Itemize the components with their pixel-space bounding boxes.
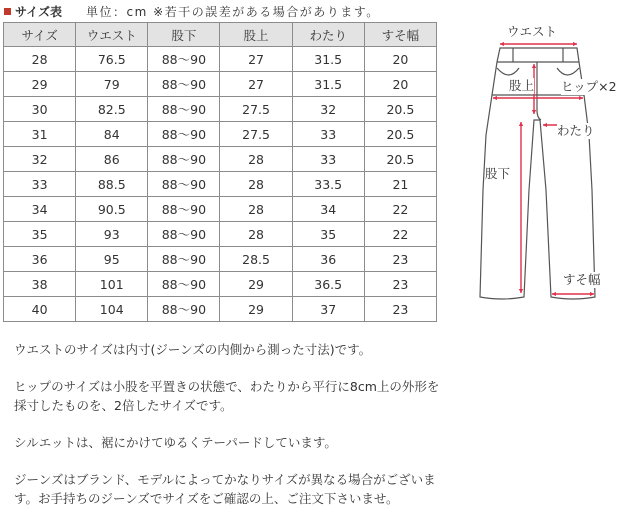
table-cell: 38 — [4, 272, 76, 297]
table-cell: 22 — [364, 222, 436, 247]
note-hip: ヒップのサイズは小股を平置きの状態で、わたりから平行に8cm上の外形を採寸したものを、2倍したサイズです。 — [14, 379, 440, 413]
table-cell: 20 — [364, 47, 436, 72]
column-header: すそ幅 — [364, 23, 436, 47]
table-cell: 28 — [4, 47, 76, 72]
diagram-label-rise: 股上 — [509, 78, 535, 93]
table-cell: 20 — [364, 72, 436, 97]
arrowhead-icon — [590, 292, 594, 296]
diagram-label-hem: すそ幅 — [563, 272, 601, 287]
table-cell: 40 — [4, 297, 76, 322]
jeans-outline-svg — [455, 10, 634, 310]
arrowhead-icon — [552, 292, 556, 296]
table-cell: 27.5 — [220, 97, 292, 122]
table-cell: 88～90 — [148, 97, 220, 122]
table-cell: 33 — [292, 147, 364, 172]
arrowhead-icon — [519, 122, 523, 126]
size-notes — [14, 340, 444, 526]
table-row — [4, 297, 437, 322]
note-waist: ウエストのサイズは内寸(ジーンズの内側から測った寸法)です。 — [14, 342, 372, 357]
table-cell: 33.5 — [292, 172, 364, 197]
table-cell: 28 — [220, 222, 292, 247]
fly-stitch — [537, 62, 541, 120]
pocket-left — [497, 68, 519, 75]
table-row — [4, 72, 437, 97]
table-cell: 35 — [292, 222, 364, 247]
table-cell: 28.5 — [220, 247, 292, 272]
table-cell: 27 — [220, 72, 292, 97]
table-cell: 82.5 — [76, 97, 148, 122]
table-row — [4, 272, 437, 297]
arrowhead-icon — [579, 96, 583, 100]
size-table — [3, 22, 437, 322]
table-cell: 21 — [364, 172, 436, 197]
table-cell: 20.5 — [364, 122, 436, 147]
diagram-label-waist: ウエスト — [507, 24, 558, 39]
table-cell: 79 — [76, 72, 148, 97]
table-cell: 20.5 — [364, 97, 436, 122]
table-cell: 95 — [76, 247, 148, 272]
table-cell: 23 — [364, 297, 436, 322]
table-cell: 28 — [220, 147, 292, 172]
table-cell: 88～90 — [148, 172, 220, 197]
column-header: ウエスト — [76, 23, 148, 47]
table-row — [4, 147, 437, 172]
note-brand-variance: ジーンズはブランド、モデルによってかなりサイズが異なる場合がございます。お手持ちのジーンズでサイズをご確認の上、ご注文下さいませ。 — [14, 472, 436, 506]
diagram-label-inseam: 股下 — [485, 166, 511, 181]
note-silhouette: シルエットは、裾にかけてゆるくテーパードしています。 — [14, 435, 337, 450]
table-cell: 101 — [76, 272, 148, 297]
table-cell: 36.5 — [292, 272, 364, 297]
table-cell: 35 — [4, 222, 76, 247]
table-row — [4, 122, 437, 147]
table-header-row — [4, 23, 437, 47]
table-cell: 88～90 — [148, 72, 220, 97]
table-cell: 29 — [4, 72, 76, 97]
arrowhead-icon — [573, 42, 577, 46]
table-cell: 34 — [4, 197, 76, 222]
arrowhead-icon — [532, 64, 536, 68]
table-cell: 104 — [76, 297, 148, 322]
table-cell: 22 — [364, 197, 436, 222]
size-table-body — [4, 47, 437, 322]
table-row — [4, 97, 437, 122]
table-cell: 34 — [292, 197, 364, 222]
table-cell: 88～90 — [148, 272, 220, 297]
table-cell: 27.5 — [220, 122, 292, 147]
arrowhead-icon — [493, 96, 497, 100]
column-header: サイズ — [4, 23, 76, 47]
arrowhead-icon — [519, 289, 523, 293]
table-cell: 32 — [4, 147, 76, 172]
table-cell: 23 — [364, 247, 436, 272]
table-cell: 36 — [292, 247, 364, 272]
table-cell: 88～90 — [148, 222, 220, 247]
table-cell: 36 — [4, 247, 76, 272]
table-cell: 86 — [76, 147, 148, 172]
table-row — [4, 47, 437, 72]
table-cell: 88～90 — [148, 297, 220, 322]
table-cell: 31.5 — [292, 47, 364, 72]
table-cell: 88～90 — [148, 47, 220, 72]
table-cell: 28 — [220, 197, 292, 222]
table-cell: 76.5 — [76, 47, 148, 72]
size-chart-header — [4, 2, 380, 20]
pocket-right — [557, 68, 579, 75]
table-cell: 88～90 — [148, 147, 220, 172]
table-cell: 29 — [220, 297, 292, 322]
table-row — [4, 172, 437, 197]
unit-note: 単位：cm ※若干の誤差がある場合があります。 — [86, 4, 380, 19]
column-header: 股上 — [220, 23, 292, 47]
table-cell: 31.5 — [292, 72, 364, 97]
table-cell: 31 — [4, 122, 76, 147]
arrowhead-icon — [532, 110, 536, 114]
table-cell: 20.5 — [364, 147, 436, 172]
table-cell: 33 — [4, 172, 76, 197]
table-cell: 37 — [292, 297, 364, 322]
table-cell: 88～90 — [148, 122, 220, 147]
table-cell: 33 — [292, 122, 364, 147]
table-row — [4, 197, 437, 222]
table-cell: 93 — [76, 222, 148, 247]
table-cell: 23 — [364, 272, 436, 297]
table-row — [4, 247, 437, 272]
column-header: 股下 — [148, 23, 220, 47]
table-cell: 32 — [292, 97, 364, 122]
table-cell: 88.5 — [76, 172, 148, 197]
table-cell: 88～90 — [148, 197, 220, 222]
arrowhead-icon — [500, 42, 504, 46]
table-cell: 88～90 — [148, 247, 220, 272]
table-row — [4, 222, 437, 247]
table-cell: 30 — [4, 97, 76, 122]
jeans-measurement-diagram — [455, 10, 634, 310]
size-chart-title: サイズ表 — [15, 4, 63, 19]
bullet-square-icon — [4, 8, 11, 15]
table-cell: 28 — [220, 172, 292, 197]
table-cell: 29 — [220, 272, 292, 297]
table-cell: 84 — [76, 122, 148, 147]
arrowhead-icon — [543, 123, 547, 127]
column-header: わたり — [292, 23, 364, 47]
table-cell: 27 — [220, 47, 292, 72]
diagram-label-thigh: わたり — [557, 123, 595, 138]
diagram-label-hip: ヒップ×2 — [561, 79, 617, 94]
table-cell: 90.5 — [76, 197, 148, 222]
